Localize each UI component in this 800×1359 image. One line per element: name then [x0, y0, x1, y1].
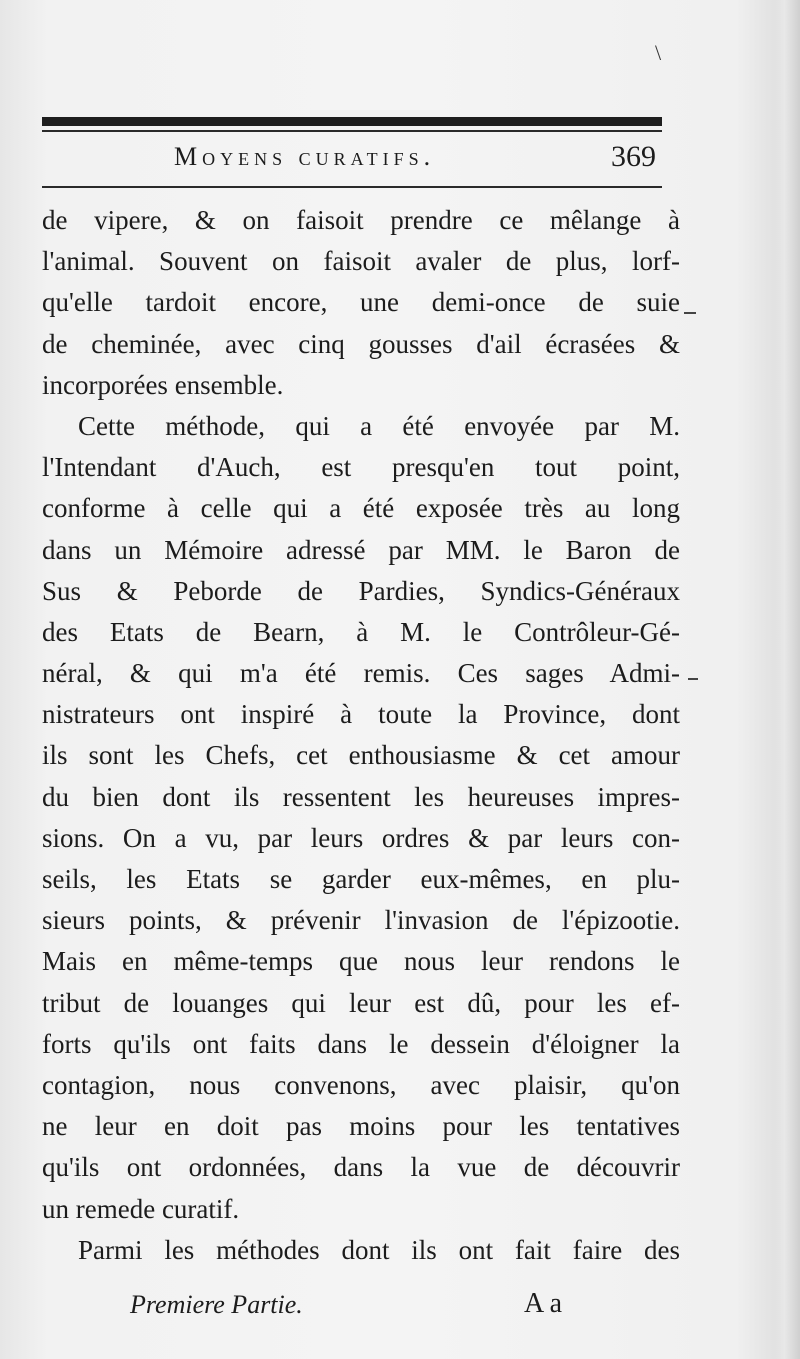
text-line: ils sont les Chefs, cet enthousiasme & cet amour [42, 740, 680, 771]
text-line: du bien dont ils ressentent les heureuses impres- [42, 781, 680, 812]
text-line: contagion, nous convenons, avec plaisir, qu'on [42, 1069, 680, 1100]
text-line: conforme à celle qui a été exposée très au long [42, 493, 680, 524]
text-line: qu'elle tardoit encore, une demi-once de suie [42, 287, 680, 318]
text-line: des Etats de Bearn, à M. le Contrôleur-Gé- [42, 616, 680, 647]
text-line: nistrateurs ont inspiré à toute la Province, dont [42, 699, 680, 730]
paragraph-start-line: Cette méthode, qui a été envoyée par M. [78, 410, 680, 441]
text-line: Mais en même-temps que nous leur rendons le [42, 946, 680, 977]
header-thick-rule [42, 117, 662, 126]
header-bottom-rule [42, 186, 662, 188]
text-line: incorporées ensemble. [42, 369, 284, 400]
signature-mark: A a [524, 1288, 563, 1319]
running-title: Moyens curatifs. [174, 142, 436, 171]
body-text [42, 200, 680, 1271]
margin-mark [688, 678, 698, 680]
text-line: dans un Mémoire adressé par MM. le Baron de [42, 534, 680, 565]
corner-mark: \ [655, 40, 662, 65]
text-line: forts qu'ils ont faits dans le dessein d'éloigner la [42, 1028, 680, 1059]
text-line: de cheminée, avec cinq gousses d'ail écrasées & [42, 328, 680, 359]
text-line: de vipere, & on faisoit prendre ce mêlange à [42, 205, 680, 235]
text-line: néral, & qui m'a été remis. Ces sages Admi- [42, 658, 680, 689]
text-line: ne leur en doit pas moins pour les tentatives [42, 1111, 680, 1142]
text-line: un remede curatif. [42, 1193, 240, 1224]
margin-mark [684, 312, 696, 314]
header-thin-rule [42, 130, 662, 132]
text-line: l'animal. Souvent on faisoit avaler de plus, lorf- [42, 246, 680, 277]
page-edge-shadow [774, 0, 800, 1359]
paragraph-start-line: Parmi les méthodes dont ils ont fait faire des [78, 1234, 680, 1265]
text-line: tribut de louanges qui leur est dû, pour les ef- [42, 987, 680, 1018]
text-line: l'Intendant d'Auch, est presqu'en tout point, [42, 452, 680, 483]
running-head [42, 140, 662, 180]
text-line: sieurs points, & prévenir l'invasion de l'épizootie. [42, 905, 680, 936]
text-line: seils, les Etats se garder eux-mêmes, en plu- [42, 864, 680, 894]
page-number: 369 [611, 140, 656, 173]
footer-title: Premiere Partie. [130, 1290, 303, 1319]
page-footer [130, 1290, 580, 1330]
text-line: Sus & Peborde de Pardies, Syndics-Généraux [42, 575, 680, 606]
text-line: sions. On a vu, par leurs ordres & par leurs con- [42, 822, 680, 853]
text-line: qu'ils ont ordonnées, dans la vue de découvrir [42, 1152, 680, 1183]
